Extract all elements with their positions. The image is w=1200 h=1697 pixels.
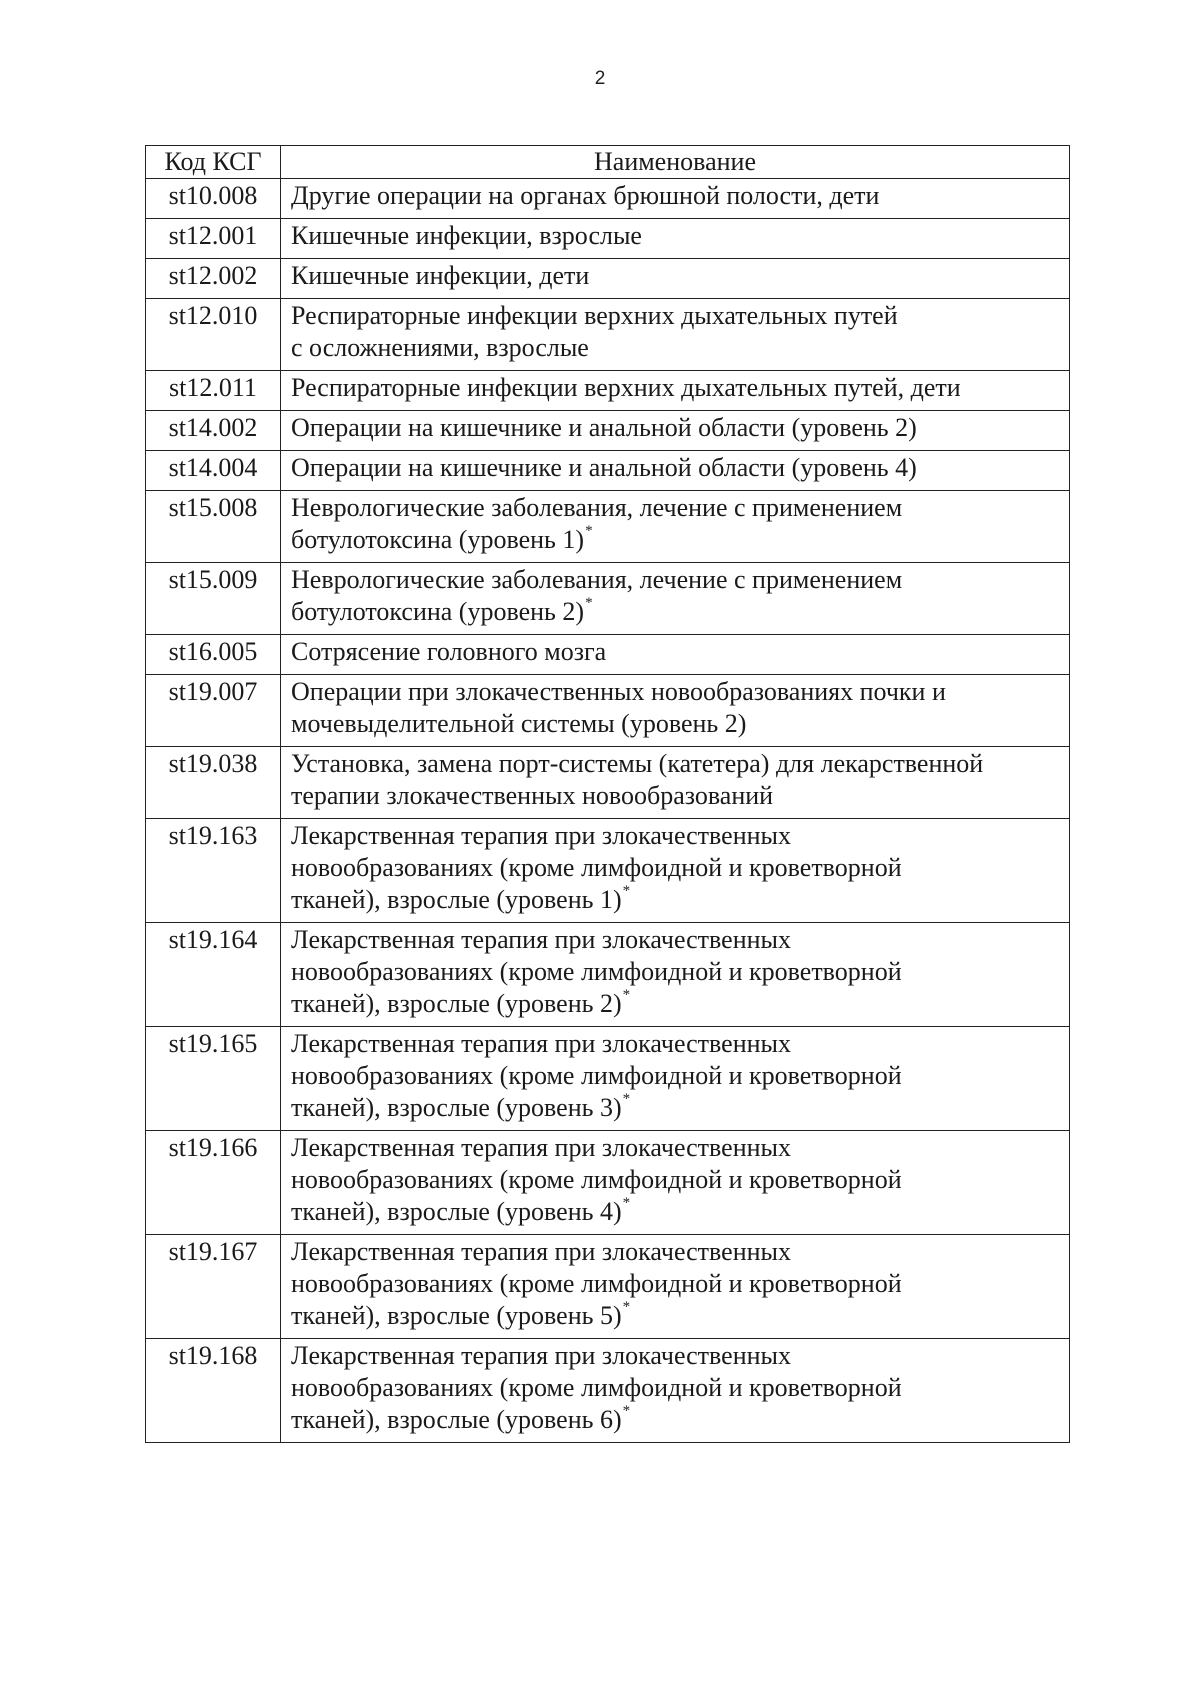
header-code: Код КСГ — [146, 146, 281, 179]
ksg-name-line — [291, 220, 1059, 252]
ksg-name-cell — [281, 675, 1070, 747]
ksg-name-text: тканей), взрослые (уровень 6) — [291, 1405, 622, 1434]
ksg-name-cell — [281, 491, 1070, 563]
ksg-name-line — [291, 332, 1059, 364]
ksg-name-text: тканей), взрослые (уровень 3) — [291, 1093, 622, 1122]
table-row — [146, 371, 1070, 411]
table-row — [146, 491, 1070, 563]
ksg-name-line — [291, 1340, 1059, 1372]
ksg-name-line — [291, 636, 1059, 668]
ksg-name-text: с осложнениями, взрослые — [291, 333, 589, 362]
ksg-name-line — [291, 412, 1059, 444]
ksg-code-cell: st19.164 — [146, 923, 281, 1027]
table-row — [146, 451, 1070, 491]
table-row — [146, 1235, 1070, 1339]
ksg-name-cell — [281, 563, 1070, 635]
ksg-name-text: Кишечные инфекции, дети — [291, 261, 590, 290]
ksg-name-text: ботулотоксина (уровень 2) — [291, 597, 585, 626]
ksg-name-line — [291, 780, 1059, 812]
table-row — [146, 411, 1070, 451]
ksg-name-line — [291, 372, 1059, 404]
table-row — [146, 1027, 1070, 1131]
ksg-name-line — [291, 988, 1059, 1020]
ksg-name-text: Лекарственная терапия при злокачественных — [291, 925, 791, 954]
ksg-name-text: новообразованиях (кроме лимфоидной и кроветворной — [291, 1165, 902, 1194]
ksg-code-cell: st19.166 — [146, 1131, 281, 1235]
ksg-code-cell: st12.001 — [146, 219, 281, 259]
ksg-name-cell — [281, 1027, 1070, 1131]
ksg-name-line — [291, 596, 1059, 628]
ksg-name-line — [291, 1132, 1059, 1164]
ksg-name-line — [291, 884, 1059, 916]
ksg-name-text: Установка, замена порт-системы (катетера) для лекарственной — [291, 749, 984, 778]
ksg-name-line — [291, 956, 1059, 988]
ksg-name-text: новообразованиях (кроме лимфоидной и кроветворной — [291, 957, 902, 986]
ksg-name-line — [291, 1164, 1059, 1196]
footnote-asterisk: * — [585, 523, 593, 540]
ksg-name-line — [291, 524, 1059, 556]
ksg-name-cell — [281, 371, 1070, 411]
ksg-name-line — [291, 1236, 1059, 1268]
ksg-name-line — [291, 1268, 1059, 1300]
ksg-name-cell — [281, 179, 1070, 219]
ksg-name-text: тканей), взрослые (уровень 4) — [291, 1197, 622, 1226]
ksg-code-cell: st15.008 — [146, 491, 281, 563]
ksg-name-line — [291, 820, 1059, 852]
table-row — [146, 299, 1070, 371]
ksg-name-text: Лекарственная терапия при злокачественных — [291, 821, 791, 850]
ksg-name-text: Другие операции на органах брюшной полости, дети — [291, 181, 880, 210]
ksg-name-text: новообразованиях (кроме лимфоидной и кроветворной — [291, 1269, 902, 1298]
ksg-name-text: тканей), взрослые (уровень 5) — [291, 1301, 622, 1330]
table-row — [146, 259, 1070, 299]
ksg-name-line — [291, 180, 1059, 212]
table-row — [146, 563, 1070, 635]
ksg-code-cell: st12.002 — [146, 259, 281, 299]
ksg-name-text: тканей), взрослые (уровень 2) — [291, 989, 622, 1018]
table-body — [146, 179, 1070, 1443]
ksg-name-text: Респираторные инфекции верхних дыхательных путей, дети — [291, 373, 961, 402]
ksg-name-cell — [281, 747, 1070, 819]
ksg-name-text: Лекарственная терапия при злокачественных — [291, 1029, 791, 1058]
ksg-name-line — [291, 1060, 1059, 1092]
ksg-name-line — [291, 300, 1059, 332]
ksg-code-cell: st19.163 — [146, 819, 281, 923]
footnote-asterisk: * — [622, 1299, 631, 1316]
ksg-table — [145, 145, 1070, 1443]
page-number: 2 — [594, 68, 606, 89]
ksg-name-line — [291, 492, 1059, 524]
ksg-name-line — [291, 1196, 1059, 1228]
ksg-name-cell — [281, 259, 1070, 299]
table-row — [146, 747, 1070, 819]
ksg-name-text: Неврологические заболевания, лечение с применением — [291, 565, 903, 594]
ksg-name-text: Кишечные инфекции, взрослые — [291, 221, 642, 250]
ksg-name-line — [291, 1300, 1059, 1332]
ksg-name-cell — [281, 1131, 1070, 1235]
ksg-name-cell — [281, 1339, 1070, 1443]
footnote-asterisk: * — [622, 883, 631, 900]
ksg-name-line — [291, 708, 1059, 740]
ksg-name-text: тканей), взрослые (уровень 1) — [291, 885, 622, 914]
table-row — [146, 179, 1070, 219]
footnote-asterisk: * — [622, 1403, 631, 1420]
ksg-name-text: Лекарственная терапия при злокачественных — [291, 1237, 791, 1266]
ksg-code-cell: st15.009 — [146, 563, 281, 635]
ksg-name-text: Неврологические заболевания, лечение с применением — [291, 493, 903, 522]
ksg-name-text: ботулотоксина (уровень 1) — [291, 525, 585, 554]
ksg-name-text: Сотрясение головного мозга — [291, 637, 607, 666]
ksg-code-cell: st12.011 — [146, 371, 281, 411]
table-row — [146, 819, 1070, 923]
footnote-asterisk: * — [585, 595, 593, 612]
table-row — [146, 1131, 1070, 1235]
ksg-code-cell: st16.005 — [146, 635, 281, 675]
ksg-name-line — [291, 564, 1059, 596]
table-row — [146, 923, 1070, 1027]
ksg-code-cell: st19.007 — [146, 675, 281, 747]
ksg-name-line — [291, 260, 1059, 292]
ksg-name-text: Операции на кишечнике и анальной области (уровень 4) — [291, 453, 917, 482]
ksg-code-cell: st10.008 — [146, 179, 281, 219]
table-row — [146, 219, 1070, 259]
ksg-name-line — [291, 1372, 1059, 1404]
ksg-name-text: Операции при злокачественных новообразованиях почки и — [291, 677, 946, 706]
ksg-name-cell — [281, 923, 1070, 1027]
ksg-name-line — [291, 1404, 1059, 1436]
ksg-code-cell: st19.168 — [146, 1339, 281, 1443]
ksg-name-text: новообразованиях (кроме лимфоидной и кроветворной — [291, 1061, 902, 1090]
ksg-name-text: терапии злокачественных новообразований — [291, 781, 774, 810]
ksg-code-cell: st19.167 — [146, 1235, 281, 1339]
ksg-name-text: Лекарственная терапия при злокачественных — [291, 1133, 791, 1162]
ksg-code-cell: st19.038 — [146, 747, 281, 819]
ksg-name-cell — [281, 635, 1070, 675]
ksg-code-cell: st19.165 — [146, 1027, 281, 1131]
ksg-name-text: новообразованиях (кроме лимфоидной и кроветворной — [291, 1373, 902, 1402]
table-header-row — [146, 146, 1070, 179]
ksg-name-line — [291, 748, 1059, 780]
ksg-name-text: Лекарственная терапия при злокачественных — [291, 1341, 791, 1370]
ksg-name-line — [291, 924, 1059, 956]
ksg-name-line — [291, 1092, 1059, 1124]
ksg-code-cell: st12.010 — [146, 299, 281, 371]
ksg-name-cell — [281, 299, 1070, 371]
ksg-name-line — [291, 452, 1059, 484]
footnote-asterisk: * — [622, 987, 631, 1004]
table-row — [146, 1339, 1070, 1443]
ksg-code-cell: st14.002 — [146, 411, 281, 451]
ksg-name-text: новообразованиях (кроме лимфоидной и кроветворной — [291, 853, 902, 882]
footnote-asterisk: * — [622, 1091, 631, 1108]
footnote-asterisk: * — [622, 1195, 631, 1212]
ksg-name-line — [291, 852, 1059, 884]
ksg-name-text: мочевыделительной системы (уровень 2) — [291, 709, 747, 738]
ksg-name-text: Операции на кишечнике и анальной области (уровень 2) — [291, 413, 917, 442]
table-row — [146, 675, 1070, 747]
ksg-code-cell: st14.004 — [146, 451, 281, 491]
ksg-name-line — [291, 1028, 1059, 1060]
table-row — [146, 635, 1070, 675]
ksg-name-cell — [281, 1235, 1070, 1339]
ksg-name-cell — [281, 411, 1070, 451]
ksg-name-cell — [281, 219, 1070, 259]
ksg-name-cell — [281, 451, 1070, 491]
ksg-name-line — [291, 676, 1059, 708]
ksg-name-cell — [281, 819, 1070, 923]
ksg-name-text: Респираторные инфекции верхних дыхательных путей — [291, 301, 898, 330]
header-name: Наименование — [281, 146, 1070, 179]
